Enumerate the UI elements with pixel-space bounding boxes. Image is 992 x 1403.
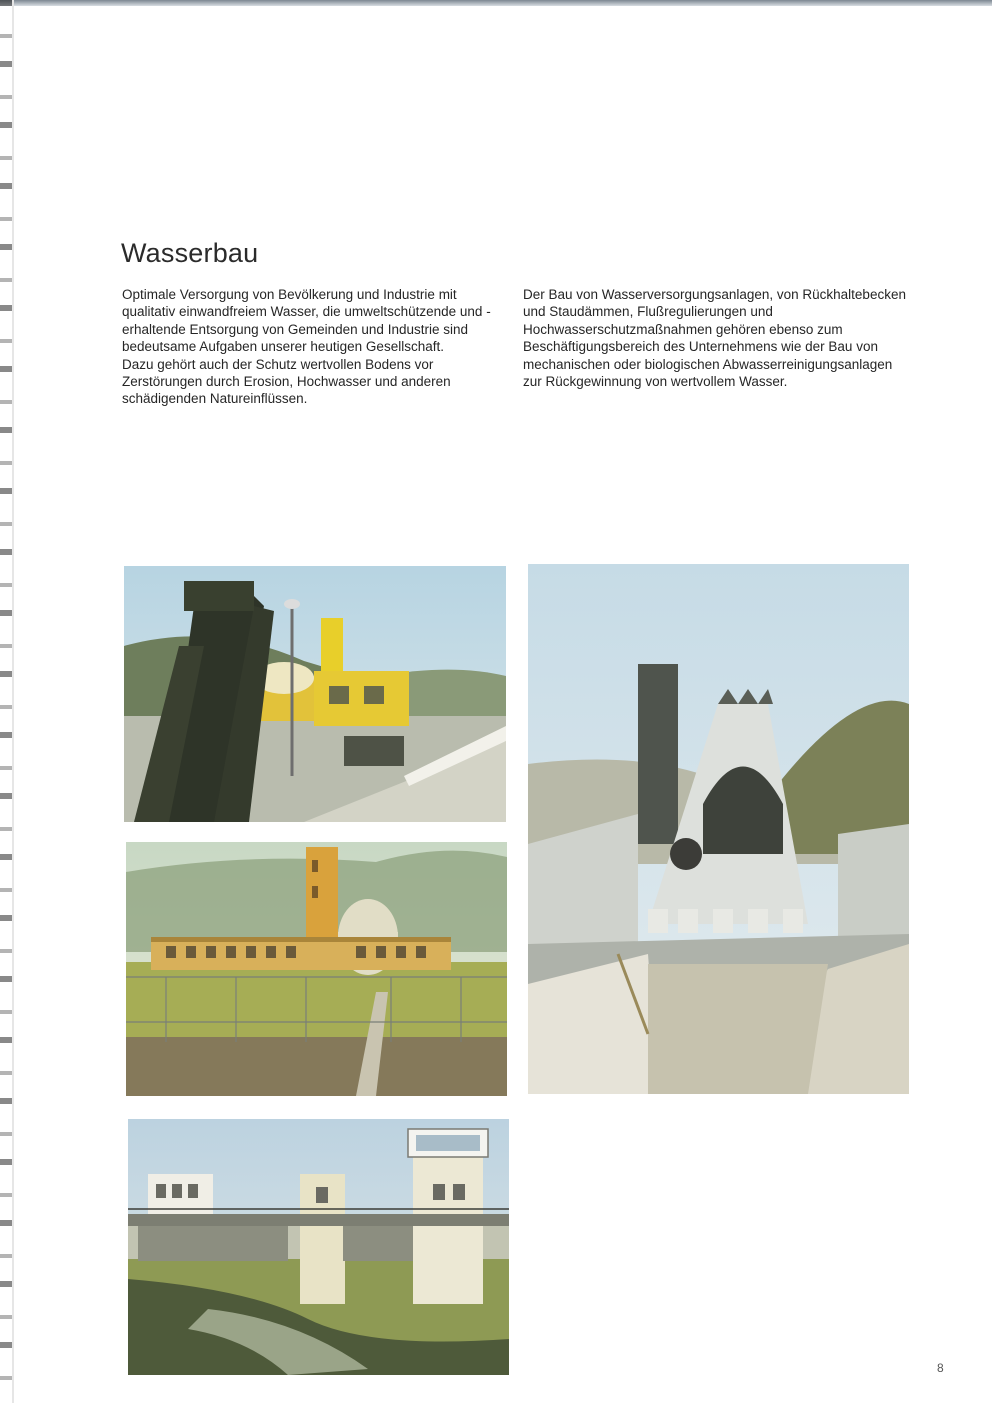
binding-edge [0, 0, 12, 1403]
paragraph-right-1: Der Bau von Wasserversorgungsanlagen, von Rückhaltebecken und Staudämmen, Flußregulierungen und Hochwasserschutzmaßnahmen gehören ebenso zum Beschäftigungsbereich des Unternehmens wie der Bau von mechanischen oder biologischen Abwasserreinigungsanlagen zur Rückgewinnung von wertvollem Wasser. [523, 287, 906, 390]
paragraph-left-2: Dazu gehört auch der Schutz wertvollen Bodens vor Zerstörungen durch Erosion, Hochwasser und anderen schädigenden Natureinflüssen. [122, 356, 451, 407]
text-column-left [122, 286, 507, 408]
page-title: Wasserbau [121, 238, 259, 268]
paragraph-left-1: Optimale Versorgung von Bevölkerung und Industrie mit qualitativ einwandfreiem Wasser, die umweltschützende und -erhaltende Entsorgung von Gemeinden und Industrie sind bedeutsame Aufgaben unserer heutigen Gesellschaft. [122, 287, 491, 355]
photo-dam-outlet [528, 564, 909, 1094]
page-number: 8 [937, 1361, 944, 1375]
text-column-right [523, 286, 913, 390]
top-edge-rule [0, 0, 992, 6]
photo-weir-houses [128, 1119, 509, 1375]
photo-sewage-plant [126, 842, 507, 1096]
photo-plant-machinery [124, 566, 506, 822]
